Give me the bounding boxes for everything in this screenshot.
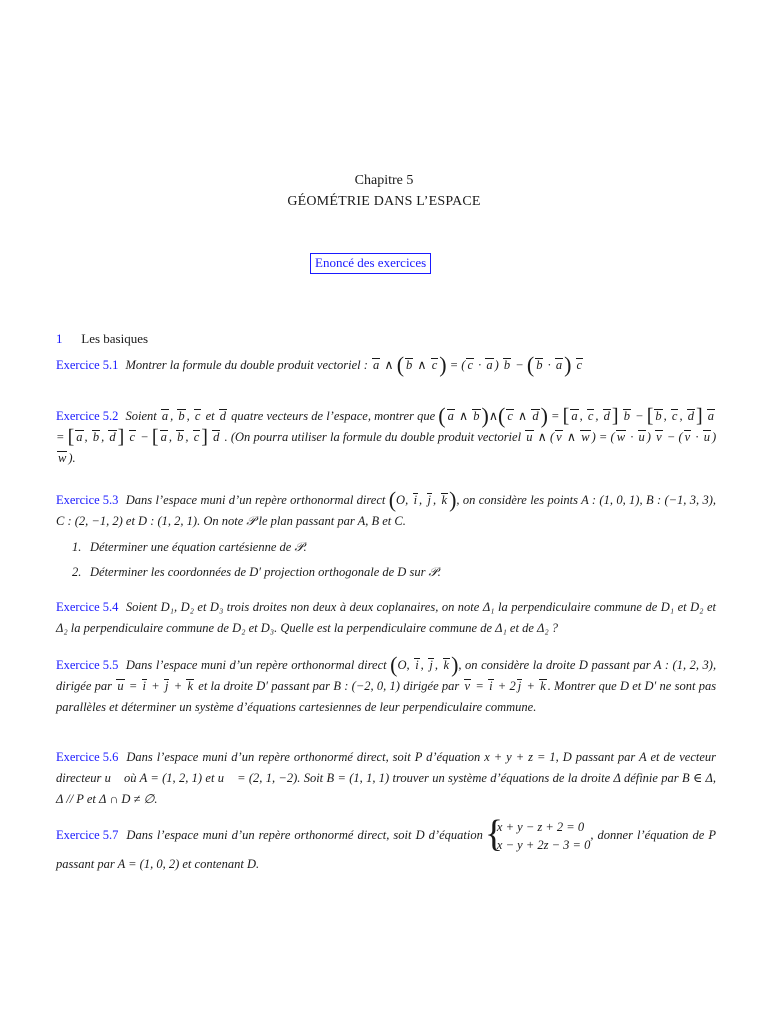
- chapter-label: Chapitre 5: [354, 173, 414, 188]
- brace: {: [484, 813, 504, 855]
- exercise-5-4: [56, 597, 716, 639]
- list-item: 1. Déterminer une équation cartésienne de 𝒫.: [72, 540, 307, 554]
- exercise-5-3: Exercice 5.3 Dans l’espace muni d’un repère orthonormal direct (O, i , j , k), on considère les points A : (1, 0, 1), B : (−1, 3, 3), C : (2, −1, 2) et D : (1, 2, 1). On note 𝒫 le plan passant par A, B et C.: [56, 487, 717, 528]
- exercise-5-1: [56, 354, 716, 376]
- exercise-5-3-list: [72, 537, 712, 587]
- section-heading: [56, 331, 148, 347]
- list-item: 2. Déterminer les coordonnées de D′ projection orthogonale de D sur 𝒫.: [72, 565, 441, 579]
- exercise-label[interactable]: Exercice 5.4: [56, 600, 119, 614]
- section-number: 1: [56, 331, 63, 346]
- enonce-link-wrap[interactable]: [310, 253, 431, 274]
- enonce-link[interactable]: [310, 253, 431, 274]
- exercise-label[interactable]: Exercice 5.5: [56, 658, 119, 672]
- exercise-text: Montrer la formule du double produit vectoriel :: [125, 358, 368, 372]
- exercise-text: Dans l’espace muni d’un repère orthonormé direct, soit P d’équation x + y + z = 1, D passant par A et de vecteur directeur u⃗ où A = (1, 2, 1) et u⃗ = (2, 1, −2). Soit B = (1, 1, 1) trouver un système d’équations de la droite Δ définie par B ∈ Δ, Δ // P et Δ ∩ D ≠ ∅.: [56, 750, 716, 806]
- exercise-label[interactable]: Exercice 5.3: [56, 493, 119, 507]
- section-title: Les basiques: [81, 331, 149, 346]
- exercise-5-5: Exercice 5.5 Dans l’espace muni d’un repère orthonormal direct (O, i , j , k), on considère la droite D passant par A : (1, 2, 3), dirigée par u = i + j + k et la droite D′ passant par B : (−2, 0, 1) dirigée par v = i + 2 j + k . Montrer que D et D′ ne sont pas parallèles et déterminer un système d’équations cartesiennes de leur perpendiculaire commune.: [56, 652, 717, 714]
- formula: ( a ∧ b)∧( c ∧ d) = [ a , c , d ] b − [ b , c , d ] a = [ a , b , d ] c − [ a , b , c ] d: [56, 403, 715, 448]
- exercise-label[interactable]: Exercice 5.2: [56, 409, 119, 423]
- exercise-label[interactable]: Exercice 5.7: [56, 827, 119, 842]
- exercise-text: Soient D₁, D₂ et D₃ trois droites non deux à deux coplanaires, on note Δ₁ la perpendiculaire commune de D₁ et D₂ et Δ₂ la perpendiculaire commune de D₂ et D₃. Quelle est la perpendiculaire commune de Δ₁ et de Δ₂ ?: [56, 600, 716, 635]
- enonce-label: Enoncé des exercices: [315, 255, 427, 270]
- chapter-title: GÉOMÉTRIE DANS L’ESPACE: [287, 194, 481, 209]
- exercise-label[interactable]: Exercice 5.6: [56, 750, 119, 764]
- exercise-label[interactable]: Exercice 5.1: [56, 358, 119, 372]
- formula: a ∧ ( b ∧ c) = ( c · a ) b − ( b · a) c: [373, 352, 583, 377]
- exercise-5-6: [56, 747, 716, 810]
- exercise-5-2: Exercice 5.2 Soient a , b , c et d quatre vecteurs de l’espace, montrer que ( a ∧ b)∧( c ∧ d) = [ a , c , d ] b − [ b , c , d ] a = [ a , b , d ] c − [ a , b , c ] d . (On pourra utiliser la formule du double produit vectoriel u ∧ ( v ∧ w ) = ( w · u ) v − ( v · u ) w ).: [56, 403, 717, 465]
- equation-system: { x + y − z + 2 = 0 x − y + 2z − 3 = 0: [484, 813, 591, 855]
- exercise-5-7: Exercice 5.7 Dans l’espace muni d’un repère orthonormé direct, soit D d’équation { x + y − z + 2 = 0 x − y + 2z − 3 = 0 , donner l’équation de P passant par A = (1, 0, 2) et contenant D.: [56, 813, 717, 871]
